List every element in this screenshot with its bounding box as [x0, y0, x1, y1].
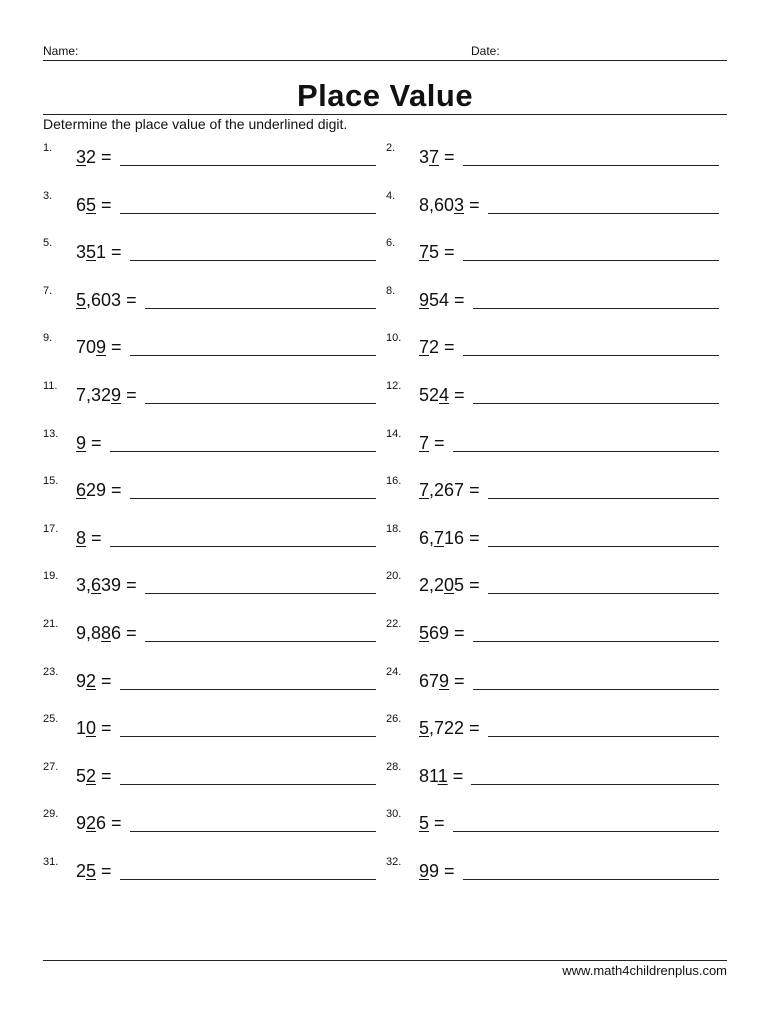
digits-before: 3: [76, 242, 87, 262]
problem-number-expression: [76, 623, 137, 644]
digits-after: 54: [429, 290, 450, 310]
problem-item: [43, 856, 376, 882]
answer-line[interactable]: [473, 689, 719, 690]
underlined-digit: 7: [419, 480, 430, 500]
digits-before: 6,: [419, 528, 435, 548]
equals-sign: =: [464, 528, 480, 548]
digits-after: 29: [86, 480, 107, 500]
problem-number-expression: [419, 718, 480, 739]
problem-number-expression: [419, 290, 465, 311]
digits-before: 8,60: [419, 195, 455, 215]
problem-number-expression: [76, 195, 112, 216]
problem-number: 4.: [386, 190, 396, 202]
problem-item: [386, 475, 719, 501]
problem-number: 18.: [386, 523, 402, 535]
problem-item: [43, 666, 376, 692]
problem-item: [386, 190, 719, 216]
problem-number: 25.: [43, 713, 59, 725]
problem-number-expression: [76, 861, 112, 882]
equals-sign: =: [96, 195, 112, 215]
underlined-digit: 9: [419, 861, 430, 881]
equals-sign: =: [449, 385, 465, 405]
problem-number: 24.: [386, 666, 402, 678]
problem-number-expression: [419, 480, 480, 501]
answer-line[interactable]: [130, 355, 376, 356]
problem-number: 2.: [386, 142, 396, 154]
digits-after: 1: [96, 242, 107, 262]
answer-line[interactable]: [145, 403, 376, 404]
problem-number: 10.: [386, 332, 402, 344]
equals-sign: =: [86, 528, 102, 548]
digits-after: 2: [429, 337, 440, 357]
equals-sign: =: [106, 337, 122, 357]
underlined-digit: 8: [76, 528, 87, 548]
problem-item: [43, 761, 376, 787]
answer-line[interactable]: [488, 546, 719, 547]
equals-sign: =: [439, 337, 455, 357]
footer-rule: [43, 960, 727, 961]
problem-number: 1.: [43, 142, 53, 154]
underlined-digit: 6: [91, 575, 102, 595]
answer-line[interactable]: [488, 213, 719, 214]
problem-number: 16.: [386, 475, 402, 487]
underlined-digit: 0: [444, 575, 455, 595]
digits-before: 9,8: [76, 623, 102, 643]
problem-item: [386, 332, 719, 358]
equals-sign: =: [439, 147, 455, 167]
problem-item: [43, 428, 376, 454]
digits-before: 7,32: [76, 385, 112, 405]
digits-before: 2,2: [419, 575, 445, 595]
underlined-digit: 7: [434, 528, 445, 548]
instructions: Determine the place value of the underlined digit.: [43, 116, 348, 132]
answer-line[interactable]: [488, 593, 719, 594]
underlined-digit: 1: [437, 766, 448, 786]
underlined-digit: 6: [76, 480, 87, 500]
problem-number-expression: [76, 480, 122, 501]
problem-number-expression: [76, 337, 122, 358]
problem-item: [43, 142, 376, 168]
digits-after: ,267: [429, 480, 465, 500]
date-label: Date:: [471, 44, 500, 58]
digits-after: 6: [96, 813, 107, 833]
underlined-digit: 5: [419, 813, 430, 833]
problem-item: [386, 570, 719, 596]
equals-sign: =: [447, 766, 464, 786]
equals-sign: =: [121, 575, 137, 595]
digits-after: 6: [111, 623, 122, 643]
digits-before: 9: [76, 813, 87, 833]
problem-item: [386, 713, 719, 739]
problem-number-expression: [419, 195, 480, 216]
underlined-digit: 2: [86, 671, 97, 691]
problem-item: [43, 475, 376, 501]
digits-before: 5: [76, 766, 87, 786]
problem-number-expression: [76, 242, 122, 263]
digits-before: 9: [76, 671, 87, 691]
equals-sign: =: [439, 861, 455, 881]
footer-url: www.math4childrenplus.com: [562, 963, 727, 978]
underlined-digit: 8: [101, 623, 112, 643]
problem-number-expression: [419, 766, 463, 787]
problem-number: 21.: [43, 618, 59, 630]
name-label: Name:: [43, 44, 79, 58]
underlined-digit: 7: [429, 147, 440, 167]
underlined-digit: 0: [86, 718, 97, 738]
digits-before: 67: [419, 671, 440, 691]
title-rule: [43, 114, 727, 115]
problem-item: [386, 428, 719, 454]
answer-line[interactable]: [488, 498, 719, 499]
answer-line[interactable]: [110, 451, 376, 452]
answer-line[interactable]: [120, 784, 376, 785]
digits-before: 2: [76, 861, 87, 881]
underlined-digit: 5: [76, 290, 87, 310]
equals-sign: =: [464, 718, 480, 738]
header-rule: [43, 60, 727, 61]
problem-number-expression: [419, 861, 455, 882]
problem-number-expression: [76, 385, 137, 406]
underlined-digit: 5: [86, 195, 97, 215]
underlined-digit: 7: [419, 242, 430, 262]
answer-line[interactable]: [120, 736, 376, 737]
underlined-digit: 5: [86, 861, 97, 881]
equals-sign: =: [86, 433, 102, 453]
equals-sign: =: [449, 671, 465, 691]
problem-number: 30.: [386, 808, 402, 820]
problem-item: [386, 142, 719, 168]
answer-line[interactable]: [130, 260, 376, 261]
problem-number-expression: [419, 337, 455, 358]
problem-number: 26.: [386, 713, 402, 725]
answer-line[interactable]: [145, 641, 376, 642]
problem-number: 7.: [43, 285, 53, 297]
answer-line[interactable]: [488, 736, 719, 737]
digits-after: 16: [444, 528, 465, 548]
problem-number-expression: [419, 623, 465, 644]
equals-sign: =: [439, 242, 455, 262]
digits-after: 39: [101, 575, 122, 595]
problem-number-expression: [76, 575, 137, 596]
digits-after: ,722: [429, 718, 465, 738]
underlined-digit: 9: [111, 385, 122, 405]
equals-sign: =: [96, 147, 112, 167]
underlined-digit: 5: [419, 718, 430, 738]
problem-item: [43, 713, 376, 739]
equals-sign: =: [464, 575, 480, 595]
problem-item: [43, 808, 376, 834]
underlined-digit: 9: [76, 433, 87, 453]
problem-item: [43, 285, 376, 311]
problem-number: 20.: [386, 570, 402, 582]
problem-item: [43, 237, 376, 263]
digits-after: 5: [454, 575, 465, 595]
problem-item: [386, 761, 719, 787]
problem-number: 5.: [43, 237, 53, 249]
problem-number: 8.: [386, 285, 396, 297]
digits-before: 1: [76, 718, 87, 738]
equals-sign: =: [429, 813, 445, 833]
equals-sign: =: [449, 290, 465, 310]
problem-number: 22.: [386, 618, 402, 630]
problem-number-expression: [76, 147, 112, 168]
digits-after: 9: [429, 861, 440, 881]
problem-number: 6.: [386, 237, 396, 249]
answer-line[interactable]: [473, 308, 719, 309]
underlined-digit: 9: [419, 290, 430, 310]
underlined-digit: 2: [86, 766, 97, 786]
underlined-digit: 2: [86, 813, 97, 833]
underlined-digit: 7: [419, 337, 430, 357]
problem-number-expression: [419, 528, 480, 549]
underlined-digit: 3: [76, 147, 87, 167]
digits-before: 3: [419, 147, 430, 167]
answer-line[interactable]: [145, 308, 376, 309]
answer-line[interactable]: [463, 355, 719, 356]
equals-sign: =: [429, 433, 445, 453]
problem-item: [386, 380, 719, 406]
problem-number: 13.: [43, 428, 59, 440]
problem-item: [43, 570, 376, 596]
problem-number: 27.: [43, 761, 59, 773]
equals-sign: =: [121, 290, 137, 310]
equals-sign: =: [96, 766, 112, 786]
problem-item: [43, 523, 376, 549]
problem-number-expression: [419, 433, 445, 454]
problem-number: 11.: [43, 380, 58, 392]
problem-number-expression: [419, 575, 480, 596]
digits-before: 3,: [76, 575, 92, 595]
problem-number-expression: [419, 242, 455, 263]
answer-line[interactable]: [463, 260, 719, 261]
problem-number: 17.: [43, 523, 59, 535]
equals-sign: =: [464, 195, 480, 215]
answer-line[interactable]: [463, 165, 719, 166]
answer-line[interactable]: [120, 165, 376, 166]
underlined-digit: 5: [419, 623, 430, 643]
problem-number: 19.: [43, 570, 59, 582]
problem-item: [43, 332, 376, 358]
underlined-digit: 7: [419, 433, 430, 453]
digits-before: 52: [419, 385, 440, 405]
problem-number-expression: [76, 433, 102, 454]
problem-number: 15.: [43, 475, 59, 487]
problem-number-expression: [76, 766, 112, 787]
problem-number: 29.: [43, 808, 59, 820]
problem-number-expression: [419, 385, 465, 406]
answer-line[interactable]: [473, 641, 719, 642]
problem-number-expression: [76, 528, 102, 549]
problem-item: [43, 618, 376, 644]
problem-number: 32.: [386, 856, 402, 868]
digits-after: ,603: [86, 290, 122, 310]
answer-line[interactable]: [145, 593, 376, 594]
answer-line[interactable]: [130, 498, 376, 499]
equals-sign: =: [106, 480, 122, 500]
problem-item: [386, 237, 719, 263]
problem-item: [43, 190, 376, 216]
equals-sign: =: [464, 480, 480, 500]
problem-number-expression: [419, 147, 455, 168]
answer-line[interactable]: [110, 546, 376, 547]
digits-after: 2: [86, 147, 97, 167]
problem-number-expression: [76, 290, 137, 311]
problem-number: 9.: [43, 332, 53, 344]
answer-line[interactable]: [453, 831, 719, 832]
problem-item: [386, 285, 719, 311]
equals-sign: =: [96, 671, 112, 691]
problem-item: [43, 380, 376, 406]
underlined-digit: 4: [439, 385, 450, 405]
problem-number: 12.: [386, 380, 402, 392]
equals-sign: =: [121, 385, 137, 405]
page-title: Place Value: [296, 78, 474, 113]
answer-line[interactable]: [120, 879, 376, 880]
problem-item: [386, 856, 719, 882]
underlined-digit: 9: [96, 337, 107, 357]
problem-item: [386, 618, 719, 644]
problem-number-expression: [419, 813, 445, 834]
digits-before: 81: [419, 766, 438, 786]
digits-before: 70: [76, 337, 97, 357]
answer-line[interactable]: [120, 689, 376, 690]
problem-number-expression: [76, 671, 112, 692]
answer-line[interactable]: [471, 784, 719, 785]
underlined-digit: 9: [439, 671, 450, 691]
problem-number-expression: [76, 718, 112, 739]
answer-line[interactable]: [130, 831, 376, 832]
answer-line[interactable]: [453, 451, 719, 452]
digits-after: 69: [429, 623, 450, 643]
equals-sign: =: [96, 861, 112, 881]
problem-item: [386, 808, 719, 834]
answer-line[interactable]: [463, 879, 719, 880]
digits-before: 6: [76, 195, 87, 215]
problem-number: 31.: [43, 856, 59, 868]
problem-number-expression: [419, 671, 465, 692]
underlined-digit: 3: [454, 195, 465, 215]
problem-number: 28.: [386, 761, 402, 773]
equals-sign: =: [121, 623, 137, 643]
problem-number: 14.: [386, 428, 402, 440]
problem-number-expression: [76, 813, 122, 834]
problem-number: 3.: [43, 190, 53, 202]
digits-after: 5: [429, 242, 440, 262]
equals-sign: =: [449, 623, 465, 643]
equals-sign: =: [96, 718, 112, 738]
answer-line[interactable]: [120, 213, 376, 214]
answer-line[interactable]: [473, 403, 719, 404]
problem-item: [386, 666, 719, 692]
problem-number: 23.: [43, 666, 59, 678]
equals-sign: =: [106, 242, 122, 262]
underlined-digit: 5: [86, 242, 97, 262]
equals-sign: =: [106, 813, 122, 833]
problem-item: [386, 523, 719, 549]
